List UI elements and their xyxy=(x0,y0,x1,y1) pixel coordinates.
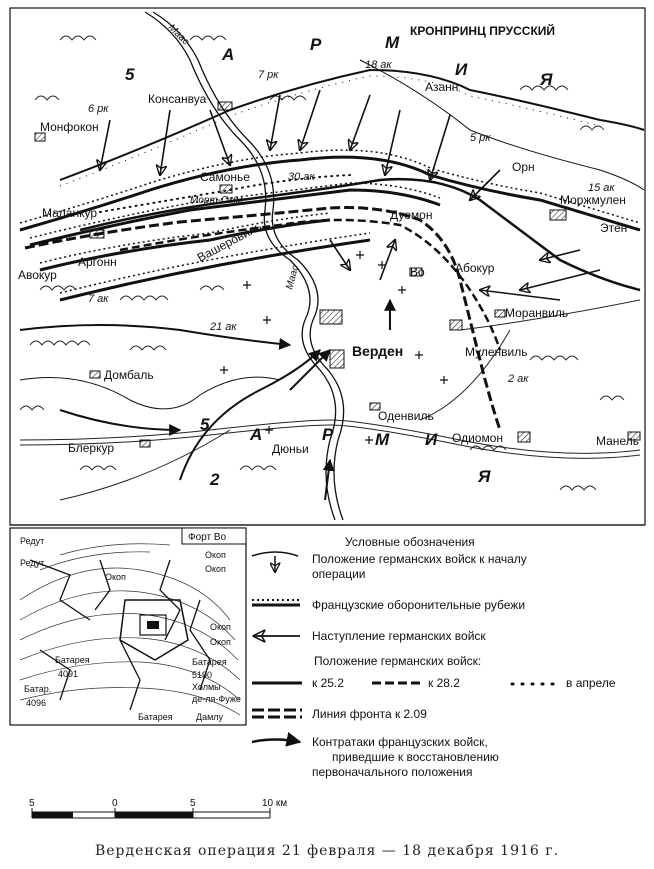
town-moranville: Моранвиль xyxy=(505,306,569,320)
army-letter-top-ya: Я xyxy=(540,70,555,89)
unit-15ak: 15 ак xyxy=(588,182,615,194)
legend-title: Условные обозначения xyxy=(345,535,475,549)
town-ornes: Орн xyxy=(512,160,535,174)
town-avocourt: Авокур xyxy=(18,268,57,282)
inset-title: Форт Во xyxy=(188,532,227,543)
legend xyxy=(252,535,616,779)
scale-tick-5-left: 5 xyxy=(29,798,35,809)
legend-symbol-french-lines xyxy=(252,600,300,605)
scale-bar xyxy=(29,798,287,818)
orne-stream xyxy=(360,60,644,190)
army-letter-top-i: И xyxy=(455,60,470,79)
town-abaucourt: Абокур xyxy=(455,261,495,275)
unit-7ak: 7 ак xyxy=(88,293,109,305)
town-haudiomont: Одиомон xyxy=(452,431,503,445)
legend-french-lines: Французские оборонительные рубежи xyxy=(312,598,526,612)
town-morgemoulin: Моржмулен xyxy=(560,193,626,207)
unit-18ak: 18 ак xyxy=(365,59,392,71)
map-caption: Верденская операция 21 февраля — 18 декабря 1916 г. xyxy=(94,843,560,859)
river-meuse-south: Маас xyxy=(284,264,302,291)
town-dombasle: Домбаль xyxy=(104,368,154,382)
town-verdun: Верден xyxy=(352,343,404,359)
town-argonne: Аргонн xyxy=(78,255,117,269)
unit-7rk: 7 рк xyxy=(258,69,279,81)
legend-date-252: к 25.2 xyxy=(312,676,344,690)
legend-date-282: к 28.2 xyxy=(428,676,460,690)
scale-tick-5-right: 5 xyxy=(190,798,196,809)
unit-6rk: 6 рк xyxy=(88,103,109,115)
town-azannes: Азанн xyxy=(425,80,459,94)
army-letter-bottom-ya: Я xyxy=(478,467,493,486)
roads xyxy=(20,300,640,500)
town-douaumont: Дуомон xyxy=(390,208,433,222)
inset-okop-3: Окоп xyxy=(105,572,126,582)
label-kronprinz: КРОНПРИНЦ ПРУССКИЙ xyxy=(410,24,556,38)
legend-german-start-1: Положение германских войск к началу xyxy=(312,552,527,566)
inset-redoubt-2: Редут xyxy=(20,558,45,568)
town-blercourt: Блеркур xyxy=(68,441,115,455)
unit-2-bottom: 2 xyxy=(210,470,222,489)
place-mortomme: Морт-Омм xyxy=(190,195,243,206)
legend-counter-2: приведшие к восстановлению xyxy=(332,750,499,764)
french-defense-lines xyxy=(20,157,640,300)
town-vaux: Во xyxy=(410,265,425,279)
legend-german-start-2: операции xyxy=(312,567,366,581)
legend-german-attack: Наступление германских войск xyxy=(312,629,486,643)
unit-2ak: 2 ак xyxy=(508,373,529,385)
inset-okop-4: Окоп xyxy=(210,622,231,632)
legend-front-209: Линия фронта к 2.09 xyxy=(312,707,427,721)
army-letter-top-r: Р xyxy=(310,35,324,54)
town-consenvoye: Консанвуа xyxy=(148,92,207,106)
inset-battery-2: Батарея xyxy=(192,657,227,667)
front-line-2-09 xyxy=(25,208,500,431)
legend-german-positions: Положение германских войск: xyxy=(314,654,482,668)
unit-5rk: 5 рк xyxy=(470,132,491,144)
inset-delaforge: де-ля-Фуже xyxy=(192,694,241,704)
german-start-position xyxy=(60,70,644,180)
river-meuse-north: Маас xyxy=(165,22,192,48)
legend-symbol-german-start xyxy=(252,552,298,572)
town-montfaucon: Монфокон xyxy=(40,120,99,134)
town-vacherauville: Вашеровиль xyxy=(194,219,264,265)
unit-21ak: 21 ак xyxy=(210,321,237,333)
army-letter-top-m: М xyxy=(385,33,402,52)
scale-tick-0: 0 xyxy=(112,798,118,809)
inset-battery-4: Батарея xyxy=(138,712,173,722)
town-samogneux: Самонье xyxy=(200,170,250,184)
legend-counter-3: первоначального положения xyxy=(312,765,473,779)
army-letter-top-a: А xyxy=(222,45,237,64)
army-letter-bottom-m: М xyxy=(375,430,392,449)
army-letter-bottom-a: А xyxy=(250,425,265,444)
inset-battery-1-num: 4091 xyxy=(58,669,79,679)
town-eix: Этен xyxy=(600,221,628,235)
scale-tick-10: 10 км xyxy=(262,798,288,809)
unit-30ak: 30 ак xyxy=(288,171,315,183)
inset-okop-5: Окоп xyxy=(210,637,231,647)
town-manheulles: Манель xyxy=(596,434,639,448)
inset-damloup: Дамлу xyxy=(196,712,224,722)
inset-fort-vaux xyxy=(10,528,246,725)
meuse-river xyxy=(145,12,344,520)
inset-battery-3-num: 4096 xyxy=(26,698,47,708)
inset-redoubt-1: Редут xyxy=(20,536,45,546)
inset-okop-1: Окоп xyxy=(205,550,226,560)
town-haudainville: Оденвиль xyxy=(378,409,434,423)
legend-april: в апреле xyxy=(566,676,616,690)
town-moulainville: Муленвиль xyxy=(465,345,528,359)
unit-5-bottom: 5 xyxy=(200,415,212,434)
inset-battery-2-num: 5190 xyxy=(192,670,213,680)
legend-symbol-front-209 xyxy=(252,710,302,717)
town-dugny: Дюньи xyxy=(272,442,309,456)
army-letter-bottom-i: И xyxy=(425,430,440,449)
german-attack-arrows xyxy=(100,90,600,300)
inset-okop-2: Окоп xyxy=(205,564,226,574)
town-malancourt: Маланкур xyxy=(42,206,98,220)
unit-5-top: 5 xyxy=(125,65,137,84)
inset-hill: Холмы xyxy=(192,682,221,692)
inset-battery-3: Батар. xyxy=(24,684,52,694)
army-letter-bottom-r: Р xyxy=(322,425,336,444)
inset-battery-1: Батарея xyxy=(55,655,90,665)
legend-symbol-counter xyxy=(252,740,300,743)
legend-counter-1: Контратаки французских войск, xyxy=(312,735,488,749)
